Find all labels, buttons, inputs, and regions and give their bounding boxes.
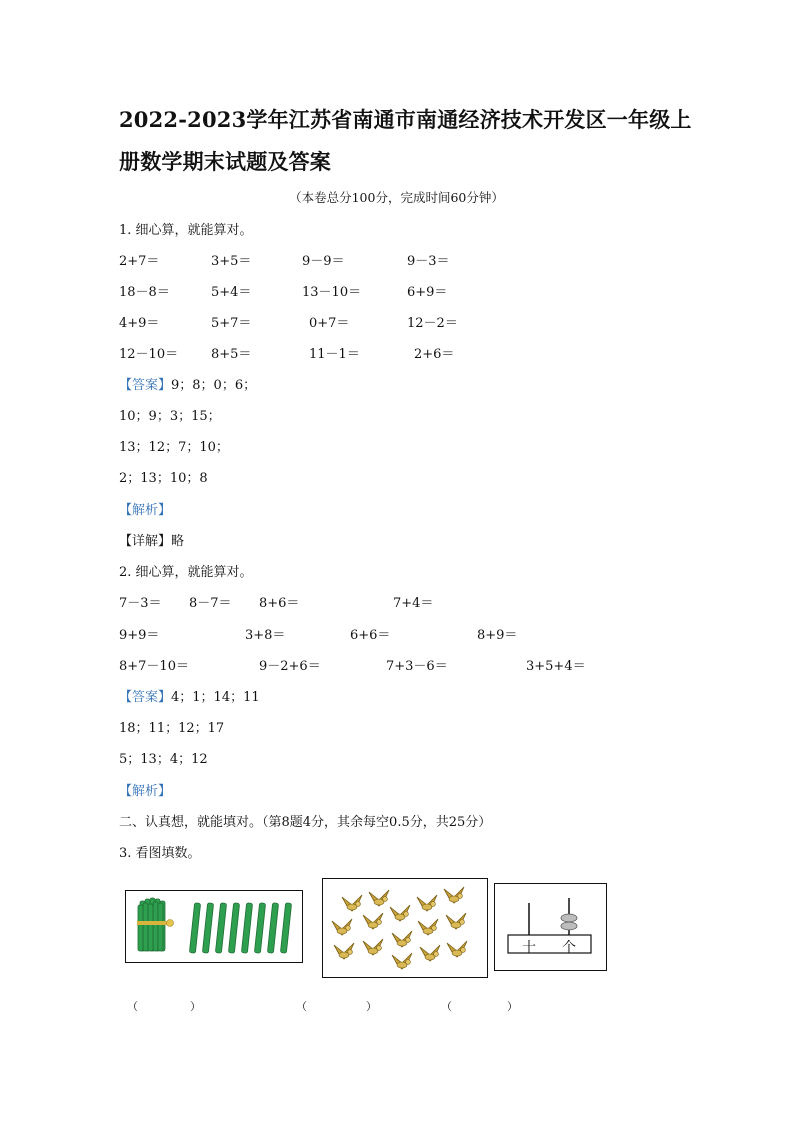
doc-subtitle: （本卷总分100分，完成时间60分钟） <box>289 190 504 205</box>
q1-expr: 4+9＝ <box>119 316 160 331</box>
ribbon-knot <box>167 920 174 927</box>
birds-figure <box>322 878 488 978</box>
q2-expr: 6+6＝ <box>350 628 391 643</box>
bird-icon <box>420 945 440 961</box>
bird-icon <box>363 939 383 955</box>
q1-expr: 6+9＝ <box>407 285 448 300</box>
section-heading: 二、认真想，就能填对。（第8题4分，其余每空0.5分，共25分） <box>119 815 492 830</box>
q1-expr: 5+4＝ <box>211 285 252 300</box>
analysis-tag: 【解析】 <box>119 503 172 518</box>
blank-right-paren: ） <box>366 1000 377 1013</box>
bird-icon <box>390 905 410 921</box>
q1-expr: 8+5＝ <box>211 347 252 362</box>
q1-heading: 1. 细心算，就能算对。 <box>119 223 253 238</box>
q2-expr: 8+7－10＝ <box>119 659 189 674</box>
q1-expr: 9－9＝ <box>302 254 345 269</box>
bird-icon <box>363 913 383 929</box>
bird-icon <box>342 895 362 911</box>
q3-heading: 3. 看图填数。 <box>119 846 201 861</box>
bird-icon <box>444 887 464 903</box>
tens-label: 十 <box>522 940 536 956</box>
q2-expr: 3+8＝ <box>245 628 286 643</box>
q2-expr: 8－7＝ <box>189 596 232 611</box>
birds-illustration <box>323 879 487 977</box>
q2-expr: 9－2+6＝ <box>259 659 321 674</box>
q1-expr: 3+5＝ <box>211 254 252 269</box>
detail-line <box>119 530 184 549</box>
blank-left-paren: （ <box>296 1000 307 1013</box>
q1-expr: 2+7＝ <box>119 254 160 269</box>
q2-expr: 3+5+4＝ <box>526 659 586 674</box>
blank-left-paren: （ <box>127 1000 138 1013</box>
q2-expr: 8+6＝ <box>259 596 300 611</box>
answer-values: 13；12；7；10； <box>119 440 229 455</box>
q1-expr: 12－2＝ <box>407 316 458 331</box>
counting-frame <box>495 884 606 970</box>
q1-expr: 18－8＝ <box>119 285 170 300</box>
q1-answer-line <box>119 374 256 393</box>
q2-heading: 2. 细心算，就能算对。 <box>119 565 253 580</box>
blank-right-paren: ） <box>507 1000 518 1013</box>
bundle-ribbon <box>137 921 167 925</box>
ones-label: 个 <box>562 940 576 956</box>
answer-values: 4；1；14；11 <box>171 690 260 705</box>
answer-values: 10；9；3；15； <box>119 409 221 424</box>
bird-icon <box>446 913 466 929</box>
q1-expr: 5+7＝ <box>211 316 252 331</box>
bird-icon <box>417 895 437 911</box>
blank-right-paren: ） <box>190 1000 201 1013</box>
answer-values: 18；11；12；17 <box>119 721 225 736</box>
bird-icon <box>447 941 467 957</box>
q1-expr: 13－10＝ <box>302 285 362 300</box>
bird-icon <box>334 943 354 959</box>
q2-expr: 8+9＝ <box>477 628 518 643</box>
sticks-figure <box>125 890 303 963</box>
q1-expr: 9－3＝ <box>407 254 450 269</box>
bird-icon <box>369 890 389 906</box>
ones-bead <box>561 922 577 930</box>
q1-expr: 2+6＝ <box>414 347 455 362</box>
sticks-illustration <box>126 891 302 962</box>
detail-text: 略 <box>171 534 185 549</box>
answer-tag: 【答案】 <box>119 690 172 705</box>
detail-tag: 【详解】 <box>119 534 172 549</box>
answer-tag: 【答案】 <box>119 378 172 393</box>
single-sticks <box>189 903 291 953</box>
answer-values: 2；13；10；8 <box>119 471 208 486</box>
bird-icon <box>392 953 412 969</box>
blank-left-paren: （ <box>441 1000 452 1013</box>
q1-expr: 12－10＝ <box>119 347 179 362</box>
q2-expr: 7－3＝ <box>119 596 162 611</box>
doc-title-line1: 2022-2023学年江苏省南通市南通经济技术开发区一年级上 <box>119 107 692 132</box>
q2-expr: 7+4＝ <box>393 596 434 611</box>
answer-values: 5；13；4；12 <box>119 752 208 767</box>
bird-icon <box>418 919 438 935</box>
frame-base <box>508 935 591 953</box>
bird-icon <box>332 919 352 935</box>
q2-expr: 7+3－6＝ <box>386 659 448 674</box>
q2-expr: 9+9＝ <box>119 628 160 643</box>
doc-title-line2: 册数学期末试题及答案 <box>119 149 331 174</box>
counting-frame-figure <box>494 883 607 971</box>
q1-expr: 0+7＝ <box>309 316 350 331</box>
analysis-tag: 【解析】 <box>119 784 172 799</box>
q1-expr: 11－1＝ <box>309 347 360 362</box>
q2-answer-line <box>119 686 260 705</box>
answer-values: 9；8；0；6； <box>171 378 257 393</box>
bird-icon <box>392 931 412 947</box>
ones-bead <box>561 914 577 922</box>
